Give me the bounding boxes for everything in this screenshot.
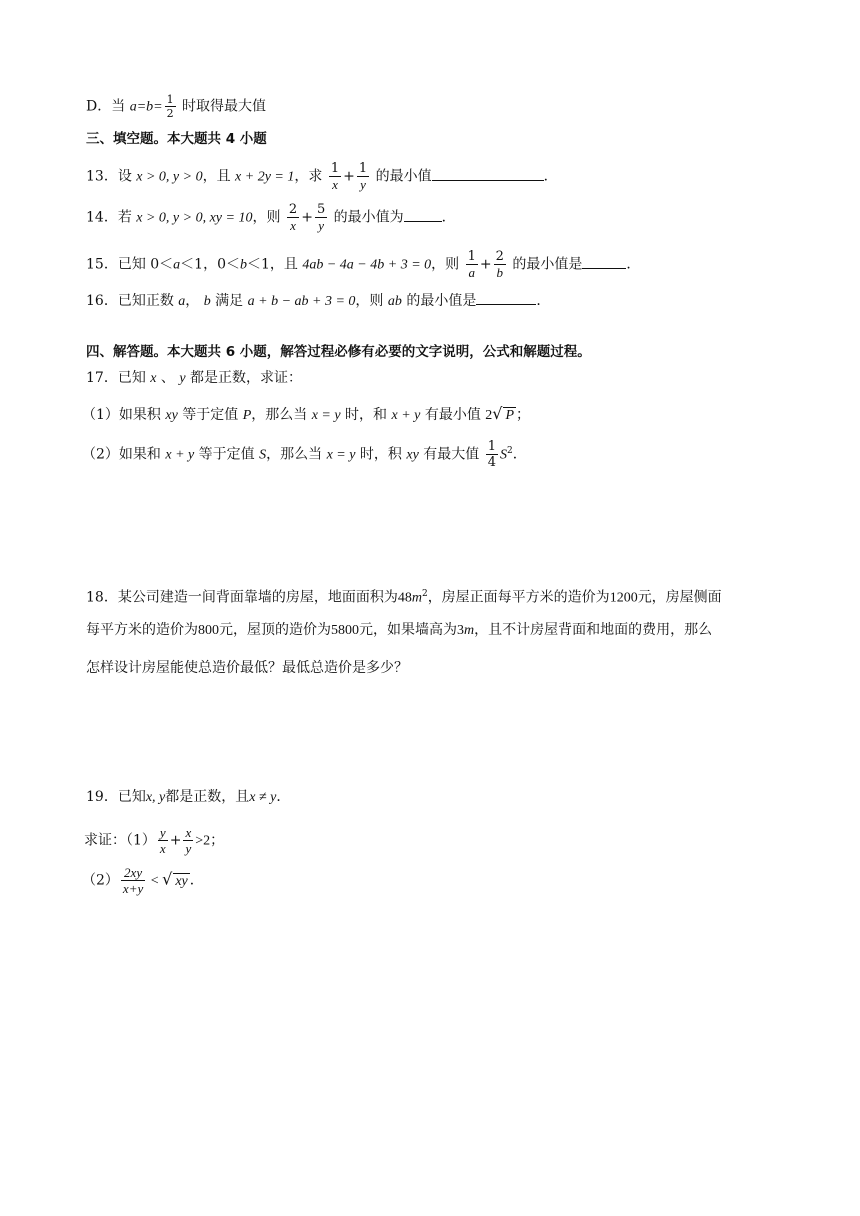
fraction-2-over-x: $\frac{2}{x}$ xyxy=(288,202,298,233)
question-16: 16．已知正数 a， b 满足 a + b − ab + 3 = 0，则 ab 的最小值是 ． xyxy=(86,293,551,309)
answer-blank-13[interactable] xyxy=(432,168,544,181)
sqrt-symbol: √ xyxy=(492,404,503,423)
answer-blank-14[interactable] xyxy=(404,209,442,222)
question-17-part-2: （2）如果和 x + y 等于定值 S，那么当 x = y 时，积 xy 有最大值 $\frac{1}{4}$ $S^2$． xyxy=(82,439,527,470)
question-18-line-3: 怎样设计房屋能使总造价最低？最低总造价是多少？ xyxy=(86,660,408,676)
section-heading-fill-in: 三、填空题。本大题共 4 小题 xyxy=(86,131,267,147)
answer-blank-16[interactable] xyxy=(476,292,536,305)
fraction-1-over-x: $\frac{1}{x}$ xyxy=(330,161,340,192)
option-d: D．当 a=b= $\frac{1}{2}$ 时取得最大值 xyxy=(86,93,267,120)
fraction-half: $\frac{1}{2}$ xyxy=(166,93,174,120)
question-14: 14．若 x > 0, y > 0, xy = 10，则 $\frac{2}{x}$ + $\frac{5}{y}$ 的最小值为 ． xyxy=(86,202,456,233)
question-19-part-2: （2） $\frac{2xy}{x+y}$ < √ xy ． xyxy=(82,865,204,896)
question-17-part-1: （1）如果积 xy 等于定值 P，那么当 x = y 时，和 x + y 有最小值 2√ P ； xyxy=(82,404,531,423)
fraction-5-over-y: $\frac{5}{y}$ xyxy=(316,202,326,233)
question-17-head: 17．已知 x 、 y 都是正数，求证： xyxy=(86,370,303,386)
option-d-condition: a=b= xyxy=(129,99,163,115)
question-19-part-1: 求证：（1） $\frac{y}{x}$ + $\frac{x}{y}$ >2； xyxy=(84,825,225,856)
question-13: 13．设 x > 0, y > 0，且 x + 2y = 1，求 $\frac{1}{x}$ + $\frac{1}{y}$ 的最小值 ． xyxy=(86,161,558,192)
fraction-2-over-b: $\frac{2}{b}$ xyxy=(495,249,504,280)
fraction-2xy-over-x-plus-y: $\frac{2xy}{x+y}$ xyxy=(122,865,144,896)
question-18-line-2: 每平方米的造价为800元，屋顶的造价为5800元，如果墙高为3m，且不计房屋背面和地面的费用，那么 xyxy=(86,622,713,638)
question-19-head: 19．已知x, y都是正数，且x ≠ y． xyxy=(86,789,291,805)
fraction-x-over-y: $\frac{x}{y}$ xyxy=(185,825,192,856)
fraction-y-over-x: $\frac{y}{x}$ xyxy=(159,825,166,856)
fraction-1-over-y: $\frac{1}{y}$ xyxy=(358,161,368,192)
fraction-1-over-4: $\frac{1}{4}$ xyxy=(487,439,496,470)
question-18-line-1: 18．某公司建造一间背面靠墙的房屋，地面面积为$48m^2$，房屋正面每平方米的造价为1200元，房屋侧面 xyxy=(86,589,722,606)
answer-blank-15[interactable] xyxy=(582,256,626,269)
sqrt-symbol: √ xyxy=(162,869,173,889)
fraction-1-over-a: $\frac{1}{a}$ xyxy=(467,249,476,280)
question-15: 15．已知 0＜a＜1，0＜b＜1，且 4ab − 4a − 4b + 3 = 0，则 $\frac{1}{a}$ + $\frac{2}{b}$ 的最小值是 ． xyxy=(86,249,641,280)
section-heading-solutions: 四、解答题。本大题共 6 小题，解答过程必修有必要的文字说明，公式和解题过程。 xyxy=(86,344,591,360)
